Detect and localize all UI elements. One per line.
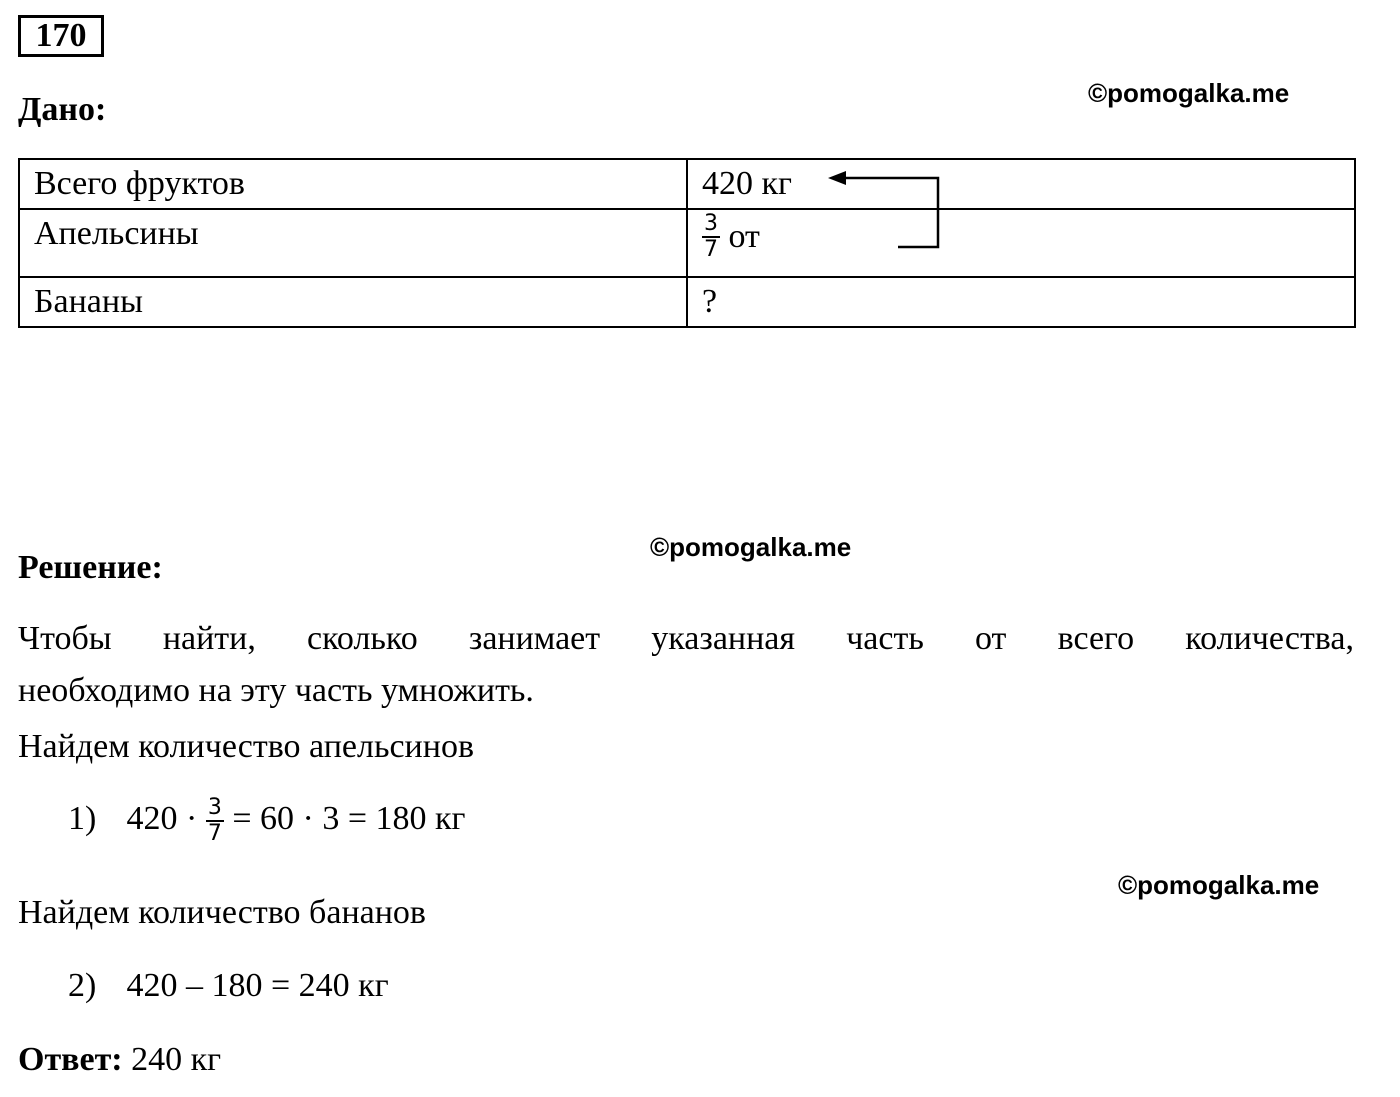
step2-equation: [68, 966, 389, 1006]
step2-expression: 420 – 180 = 240 кг: [126, 967, 389, 1004]
given-label-total: Всего фруктов: [19, 159, 687, 209]
given-value-bananas: ?: [687, 277, 1355, 327]
given-label-bananas: Бананы: [19, 277, 687, 327]
given-heading: Дано:: [18, 91, 107, 128]
solution-heading: Решение:: [18, 549, 163, 586]
given-label-oranges: Апельсины: [19, 209, 687, 277]
fraction-denominator: 7: [207, 821, 222, 846]
step1-equation: [68, 796, 465, 846]
watermark-top: ©pomogalka.me: [1088, 78, 1290, 108]
step1-title: Найдем количество апельсинов: [18, 728, 474, 765]
step1-after: = 60 · 3 = 180 кг: [232, 799, 466, 837]
solution-intro-line1: Чтобы найти, сколько занимает указанная часть от всего количества,: [18, 620, 1354, 657]
answer: [18, 1040, 221, 1080]
arrow-head-icon: [828, 171, 846, 185]
watermark-middle: ©pomogalka.me: [650, 532, 852, 562]
problem-number: 170: [18, 15, 104, 57]
fraction-denominator: 7: [704, 237, 718, 262]
fraction: [206, 796, 224, 846]
answer-label: Ответ:: [18, 1041, 123, 1078]
given-value-total: 420 кг: [687, 159, 1355, 209]
step2-index: 2): [68, 967, 97, 1004]
step2-title: Найдем количество бананов: [18, 894, 426, 931]
arrow-line: [842, 178, 938, 247]
reference-arrow: [0, 0, 1400, 330]
step1-before: 420 ·: [126, 799, 198, 837]
given-value-oranges-text: от: [728, 218, 760, 255]
fraction-numerator: 3: [207, 795, 222, 820]
answer-value: 240 кг: [131, 1041, 222, 1078]
solution-intro-line2: необходимо на эту часть умножить.: [18, 672, 534, 709]
fraction-numerator: 3: [704, 211, 718, 236]
watermark-bottom: ©pomogalka.me: [1118, 870, 1320, 900]
step1-index: 1): [68, 799, 97, 837]
